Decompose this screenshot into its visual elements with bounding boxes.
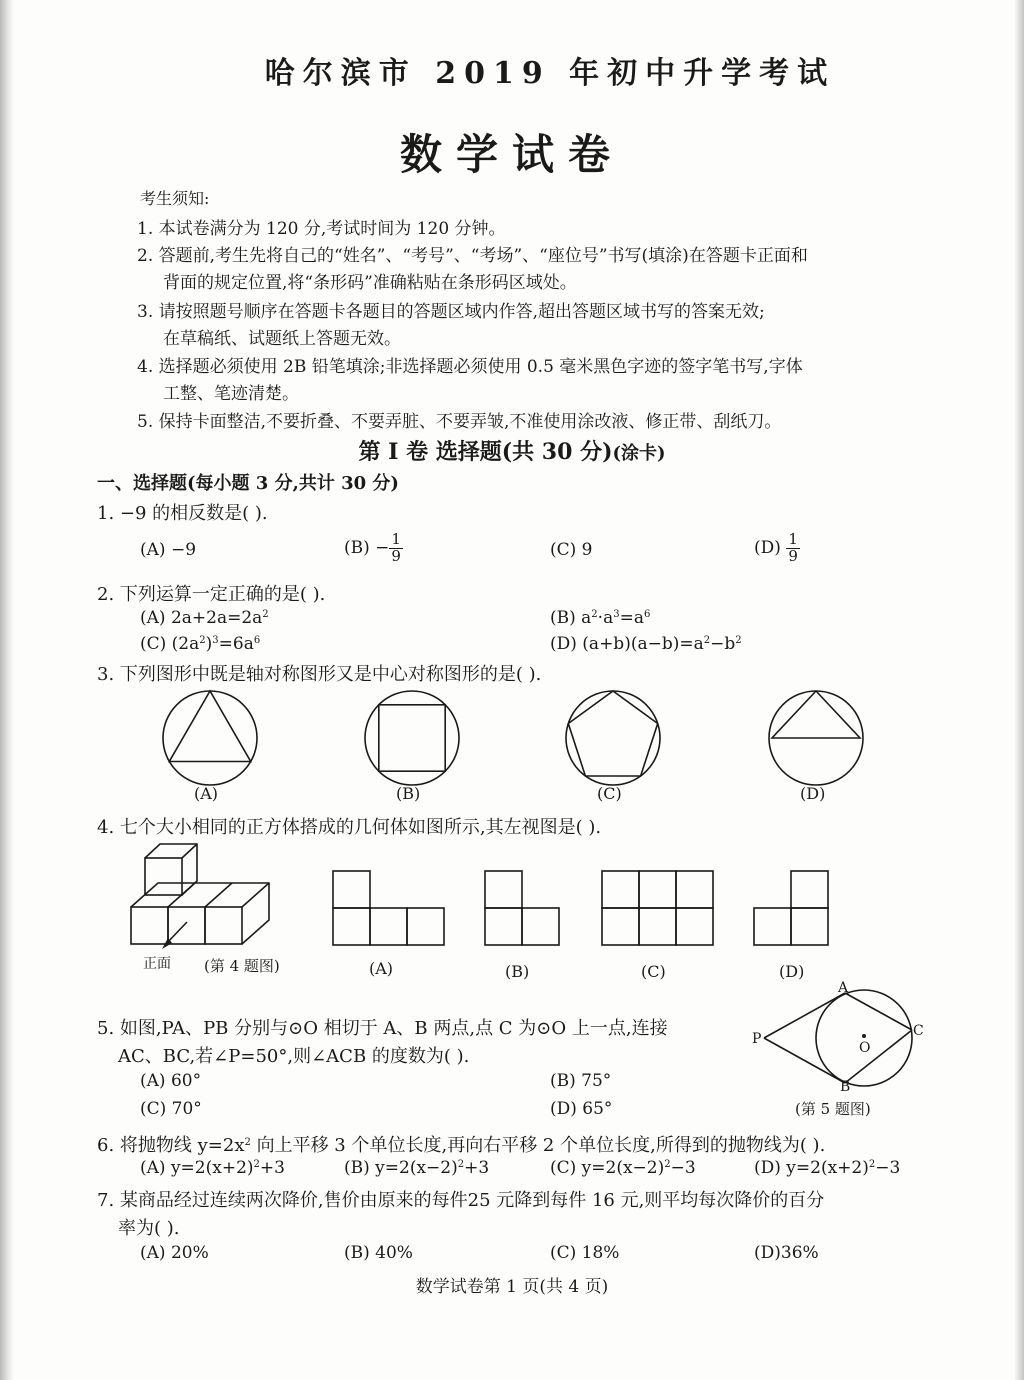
expr: −3 <box>670 1158 696 1178</box>
tangent-pa <box>764 993 845 1038</box>
expr: =6a <box>218 634 254 654</box>
q3-label-b: (B) <box>396 784 421 803</box>
expr: =a <box>619 608 644 628</box>
question-3-stem: 3. 下列图形中既是轴对称图形又是中心对称图形的是( ). <box>97 664 542 685</box>
q7-option-a: (A) 20% <box>140 1243 209 1263</box>
notice-line: 在草稿纸、试题纸上答题无效。 <box>163 329 401 349</box>
expr: (D) (a+b)(a−b)=a <box>550 634 704 654</box>
segment-bc <box>845 1030 912 1083</box>
label-b: B <box>840 1079 851 1095</box>
question-7-stem-line1: 7. 某商品经过连续两次降价,售价由原来的每件25 元降到每件 16 元,则平均每次降价的百分 <box>97 1190 825 1211</box>
exam-title: 哈尔滨市 2019 年初中升学考试 <box>264 56 836 91</box>
q5-option-a: (A) 60° <box>140 1071 202 1091</box>
notice-line: 4. 选择题必须使用 2B 铅笔填涂;非选择题必须使用 0.5 毫米黑色字迹的签字笔书写,字体 <box>137 357 803 377</box>
q4-label-b: (B) <box>505 962 530 981</box>
q6-option-c <box>550 1158 696 1178</box>
part-heading: 一、选择题(每小题 3 分,共计 30 分) <box>97 473 399 494</box>
q6-option-b <box>344 1158 489 1178</box>
q4-label-d: (D) <box>779 962 805 981</box>
exponent: 2 <box>199 635 206 646</box>
exponent: 3 <box>613 609 620 620</box>
question-4-stem: 4. 七个大小相同的正方体搭成的几何体如图所示,其左视图是( ). <box>97 817 602 838</box>
expr: (D) y=2(x+2) <box>754 1158 869 1178</box>
exponent: 6 <box>253 635 261 646</box>
q3-label-c: (C) <box>597 784 622 803</box>
q5-figure-caption: (第 5 题图) <box>795 1100 871 1118</box>
notice-heading: 考生须知: <box>140 189 210 208</box>
section-note: (涂卡) <box>612 443 666 464</box>
q4-figure-caption: (第 4 题图) <box>204 957 280 975</box>
q6-option-d <box>754 1158 900 1178</box>
q7-option-d: (D)36% <box>754 1243 819 1263</box>
notice-line: 2. 答题前,考生先将自己的“姓名”、“考号”、“考场”、“座位号”书写(填涂)在答题卡正面和 <box>137 246 808 266</box>
tangent-pb <box>764 1038 845 1083</box>
front-label: 正面 <box>143 956 171 972</box>
exponent: 2 <box>244 1137 251 1148</box>
expr: 向上平移 3 个单位长度,再向右平移 2 个单位长度,所得到的抛物线为( ). <box>250 1135 826 1156</box>
numerator: 1 <box>788 530 798 548</box>
question-5-stem-line1: 5. 如图,PA、PB 分别与⊙O 相切于 A、B 两点,点 C 为⊙O 上一点,连接 <box>97 1018 668 1039</box>
expr: ) <box>205 634 213 654</box>
question-7-stem-line2: 率为( ). <box>118 1218 180 1239</box>
q7-option-b: (B) 40% <box>344 1243 413 1263</box>
expr: ·a <box>597 608 614 628</box>
exponent: 2 <box>262 609 269 620</box>
denominator: 9 <box>788 546 798 565</box>
question-5-stem-line2: AC、BC,若∠P=50°,则∠ACB 的度数为( ). <box>118 1046 470 1067</box>
page-footer: 数学试卷第 1 页(共 4 页) <box>415 1277 609 1297</box>
center-dot <box>862 1034 866 1038</box>
exponent: 2 <box>457 1159 465 1170</box>
label-p: P <box>752 1031 762 1047</box>
exponent: 2 <box>735 635 742 646</box>
q5-option-d: (D) 65° <box>550 1099 613 1119</box>
exponent: 2 <box>253 1159 260 1170</box>
expr: (A) 2a+2a=2a <box>140 608 263 628</box>
exponent: 6 <box>643 609 651 620</box>
q4-label-c: (C) <box>641 962 666 981</box>
expr: −3 <box>875 1158 901 1178</box>
question-6-stem <box>97 1131 825 1157</box>
q3-label-a: (A) <box>194 784 219 803</box>
q5-option-c: (C) 70° <box>140 1099 202 1119</box>
expr: +3 <box>464 1158 490 1178</box>
q5-option-b: (B) 75° <box>550 1071 612 1091</box>
q1-option-a: (A) −9 <box>140 540 197 560</box>
expr: (B) a <box>550 608 592 628</box>
expr: (C) y=2(x−2) <box>550 1158 665 1178</box>
q1-option-b-prefix: (B) − <box>344 537 390 558</box>
expr: +3 <box>259 1158 285 1178</box>
label-c: C <box>913 1023 924 1039</box>
q7-option-c: (C) 18% <box>550 1243 620 1263</box>
notice-line: 背面的规定位置,将“条形码”准确粘贴在条形码区域处。 <box>163 273 577 293</box>
exponent: 2 <box>703 635 711 646</box>
section-title-text: 第 I 卷 选择题(共 30 分) <box>358 439 613 465</box>
question-1-stem: 1. −9 的相反数是( ). <box>97 503 268 524</box>
exam-subtitle: 数学试卷 <box>399 130 624 179</box>
expr: (C) (2a <box>140 634 200 654</box>
notice-line: 工整、笔迹清楚。 <box>163 384 299 404</box>
question-2-stem: 2. 下列运算一定正确的是( ). <box>97 584 326 605</box>
label-a: A <box>838 980 849 996</box>
expr: (B) y=2(x−2) <box>344 1158 458 1178</box>
label-o: O <box>859 1040 871 1056</box>
q6-option-a <box>140 1158 285 1178</box>
segment-ac <box>845 993 912 1030</box>
numerator: 1 <box>391 530 401 548</box>
q4-label-a: (A) <box>369 959 394 978</box>
expr: −b <box>710 634 736 654</box>
denominator: 9 <box>391 546 401 565</box>
exponent: 2 <box>868 1159 876 1170</box>
q1-option-d-prefix: (D) <box>754 537 787 558</box>
q1-option-c: (C) 9 <box>550 540 593 560</box>
exponent: 2 <box>591 609 598 620</box>
exponent: 2 <box>664 1159 671 1170</box>
notice-line: 1. 本试卷满分为 120 分,考试时间为 120 分钟。 <box>137 219 506 239</box>
exponent: 3 <box>212 635 219 646</box>
notice-line: 3. 请按照题号顺序在答题卡各题目的答题区域内作答,超出答题区域书写的答案无效; <box>137 302 765 322</box>
notice-line: 5. 保持卡面整洁,不要折叠、不要弄脏、不要弄皱,不准使用涂改液、修正带、刮纸刀。 <box>137 412 782 432</box>
expr: 6. 将抛物线 y=2x <box>97 1135 245 1156</box>
expr: (A) y=2(x+2) <box>140 1158 254 1178</box>
q3-label-d: (D) <box>800 784 826 803</box>
